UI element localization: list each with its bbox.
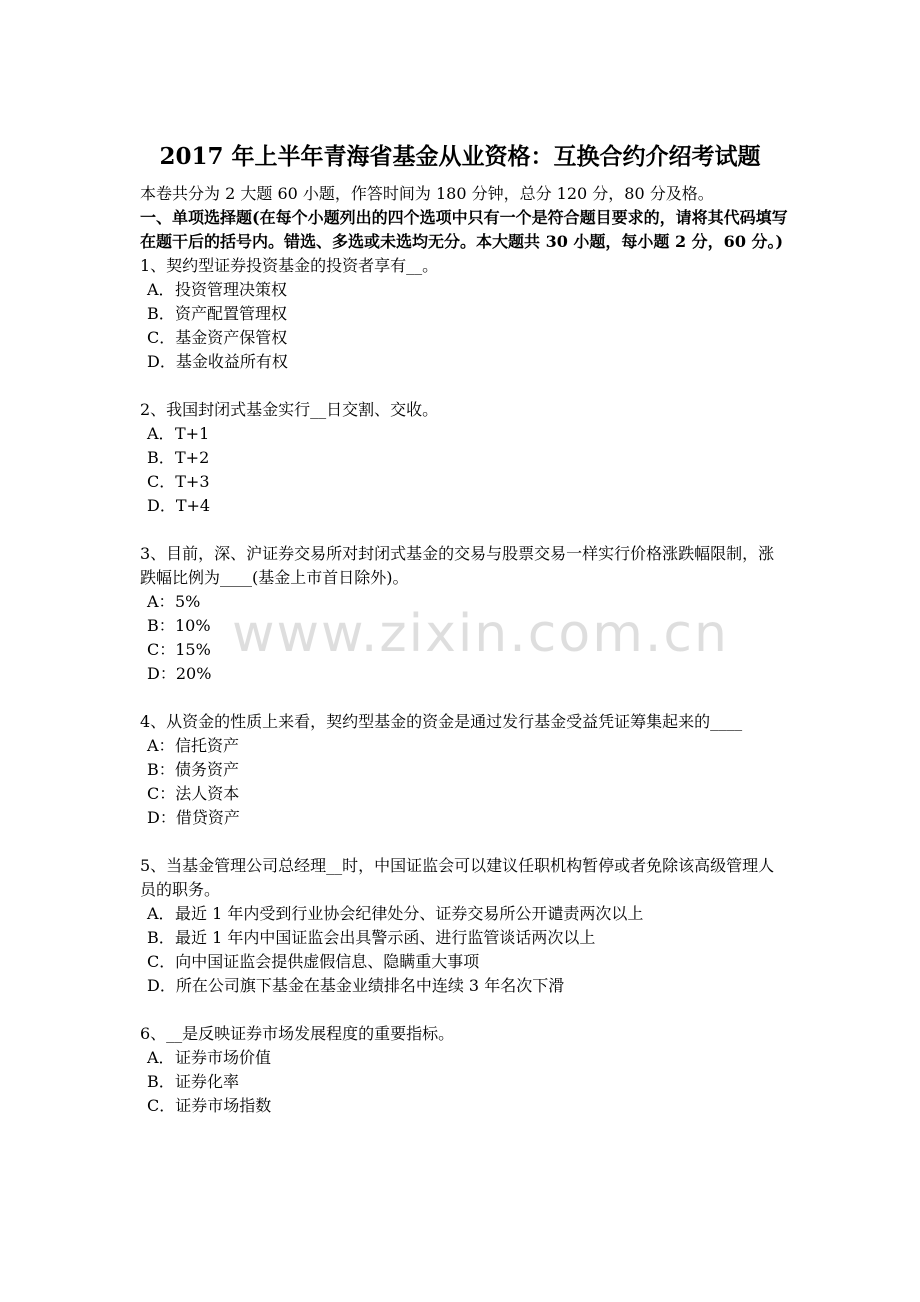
option-key: B． [147,448,175,467]
answer-option [147,302,790,326]
option-list [140,278,790,374]
question-block [140,398,790,518]
option-key: C： [147,640,176,659]
question-stem: 2、我国封闭式基金实行__日交割、交收。 [140,400,439,419]
option-text: 证券市场指数 [175,1096,272,1115]
option-key: A： [147,592,175,611]
option-list [140,734,790,830]
document-title: 2017 年上半年青海省基金从业资格：互换合约介绍考试题 [159,143,761,170]
option-text: 信托资产 [175,736,240,755]
answer-option [147,614,790,638]
option-list [140,422,790,518]
option-key: A： [147,736,175,755]
answer-option [147,974,790,998]
answer-option [147,590,790,614]
option-text: 证券市场价值 [175,1048,272,1067]
option-key: D． [147,496,176,515]
option-text: T+3 [175,472,210,491]
option-key: C． [147,952,176,971]
option-key: D： [147,808,176,827]
exam-page [140,140,790,1142]
site-watermark: www.zixin.com.cn [232,604,729,664]
section-heading: 一、单项选择题(在每个小题列出的四个选项中只有一个是符合题目要求的，请将其代码填写在题干后的括号内。错选、多选或未选均无分。本大题共 30 小题，每小题 2 分，60 分。) [140,208,788,251]
option-key: A． [147,280,175,299]
question-stem: 4、从资金的性质上来看，契约型基金的资金是通过发行基金受益凭证筹集起来的____ [140,712,743,731]
option-list [140,1046,790,1118]
option-text: 资产配置管理权 [175,304,288,323]
option-text: T+2 [175,448,210,467]
option-key: B． [147,928,175,947]
answer-option [147,758,790,782]
answer-option [147,782,790,806]
option-text: 法人资本 [175,784,240,803]
answer-option [147,350,790,374]
question-list [140,254,790,1118]
option-key: A． [147,1048,175,1067]
answer-option [147,926,790,950]
question-block [140,542,790,686]
answer-option [147,278,790,302]
option-text: 投资管理决策权 [175,280,288,299]
option-key: D． [147,976,176,995]
question-stem: 3、目前，深、沪证券交易所对封闭式基金的交易与股票交易一样实行价格涨跌幅限制，涨跌幅比例为____(基金上市首日除外)。 [140,544,775,587]
option-text: 借贷资产 [175,808,240,827]
answer-option [147,662,790,686]
answer-option [147,806,790,830]
answer-option [147,1046,790,1070]
option-text: 所在公司旗下基金在基金业绩排名中连续 3 年名次下滑 [175,976,565,995]
answer-option [147,1094,790,1118]
exam-intro: 本卷共分为 2 大题 60 小题，作答时间为 180 分钟，总分 120 分，80 分及格。 [140,184,714,203]
option-key: C． [147,328,176,347]
option-text: 10% [175,616,211,635]
answer-option [147,950,790,974]
option-text: 5% [175,592,201,611]
question-stem: 5、当基金管理公司总经理__时，中国证监会可以建议任职机构暂停或者免除该高级管理人员的职务。 [140,856,775,899]
option-key: C： [147,784,176,803]
answer-option [147,422,790,446]
answer-option [147,446,790,470]
option-text: 最近 1 年内中国证监会出具警示函、进行监管谈话两次以上 [175,928,596,947]
option-text: 向中国证监会提供虚假信息、隐瞒重大事项 [175,952,480,971]
answer-option [147,494,790,518]
option-key: B： [147,760,175,779]
option-text: 债务资产 [175,760,240,779]
option-list [140,902,790,998]
option-key: C． [147,472,176,491]
option-key: D． [147,352,176,371]
option-text: T+1 [175,424,210,443]
option-text: 基金资产保管权 [175,328,288,347]
option-text: 证券化率 [175,1072,240,1091]
answer-option [147,326,790,350]
option-text: 20% [175,664,212,683]
question-stem: 1、契约型证券投资基金的投资者享有__。 [140,256,439,275]
question-stem: 6、__是反映证券市场发展程度的重要指标。 [140,1024,455,1043]
question-block [140,710,790,830]
question-block [140,854,790,998]
option-key: B： [147,616,175,635]
answer-option [147,1070,790,1094]
option-key: A． [147,904,175,923]
option-text: T+4 [175,496,211,515]
answer-option [147,902,790,926]
answer-option [147,470,790,494]
option-key: B． [147,304,175,323]
option-key: A． [147,424,175,443]
option-text: 15% [175,640,211,659]
option-text: 最近 1 年内受到行业协会纪律处分、证券交易所公开谴责两次以上 [175,904,644,923]
option-text: 基金收益所有权 [175,352,288,371]
option-key: B． [147,1072,175,1091]
question-block [140,1022,790,1118]
option-key: D： [147,664,176,683]
option-list [140,590,790,686]
option-key: C． [147,1096,176,1115]
answer-option [147,734,790,758]
question-block [140,254,790,374]
answer-option [147,638,790,662]
